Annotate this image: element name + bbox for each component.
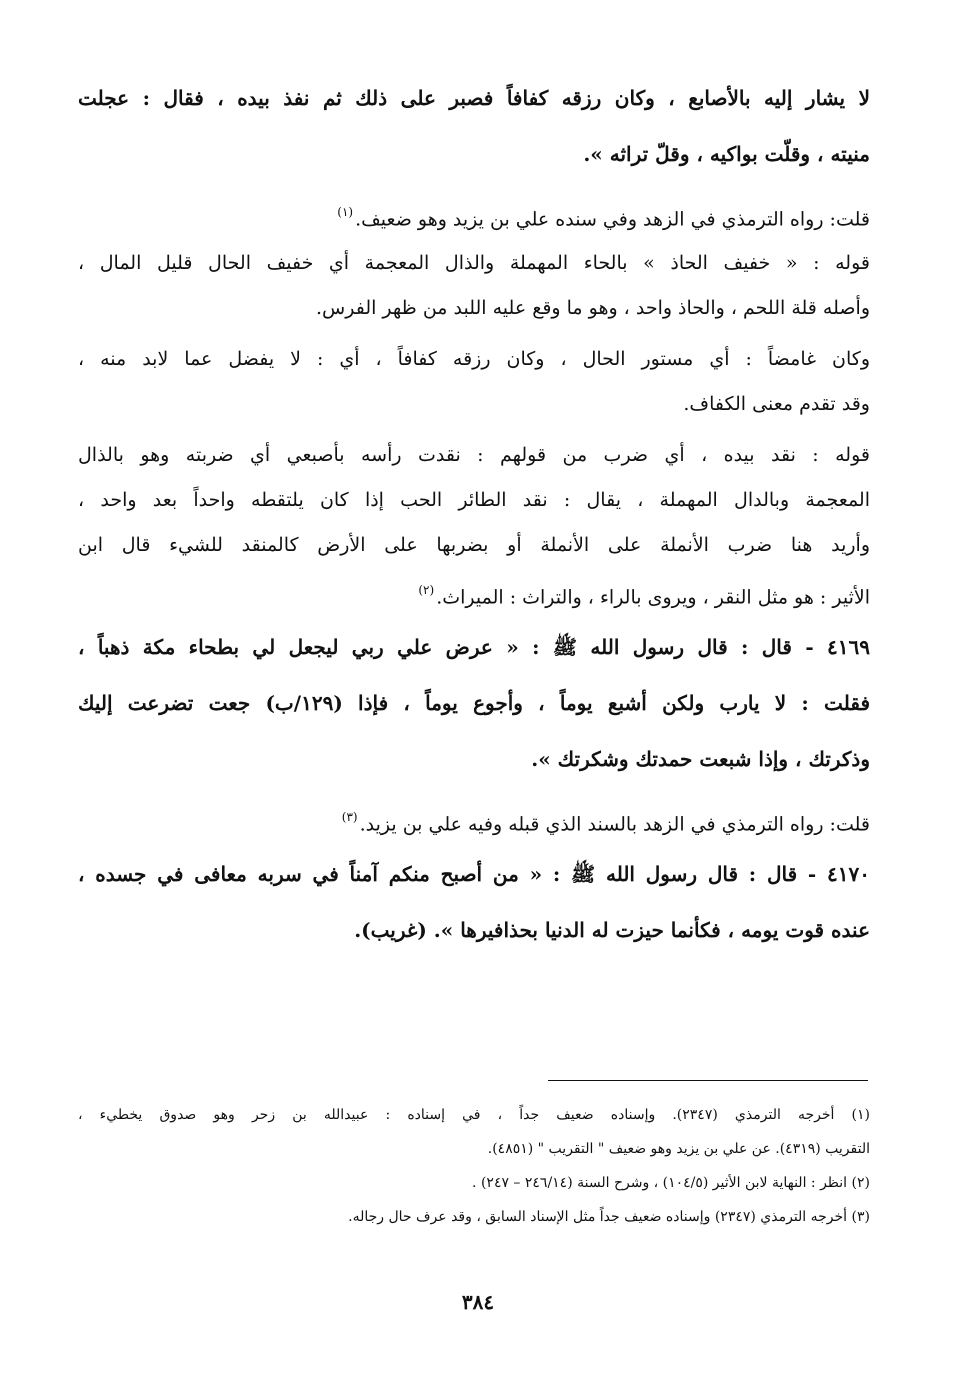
text-line: وذكرتك ، وإذا شبعت حمدتك وشكرتك ». xyxy=(531,747,870,771)
text-line: ٤١٦٩ - قال : قال رسول الله ﷺ : « عرض علي ربي ليجعل لي بطحاء مكة ذهباً ، xyxy=(78,635,870,659)
commentary-paragraph xyxy=(78,433,870,613)
text-line: المعجمة وبالدال المهملة ، يقال : نقد الطائر الحب إذا كان يلتقطه واحداً بعد واحد ، xyxy=(78,489,870,511)
text-line: قوله : « خفيف الحاذ » بالحاء المهملة والذال المعجمة أي خفيف الحال قليل المال ، xyxy=(78,252,870,274)
footnote-line: التقريب (٤٣١٩). عن علي بن يزيد وهو ضعيف " التقريب " (٤٨٥١). xyxy=(487,1141,870,1157)
text-line: قلت: رواه الترمذي في الزهد بالسند الذي قبله وفيه علي بن يزيد.$^{(٣)}$ xyxy=(341,810,870,836)
text-line: فقلت : لا يارب ولكن أشبع يوماً ، وأجوع يوماً ، فإذا (١٢٩/ب) جعت تضرعت إليك xyxy=(78,691,870,715)
main-text xyxy=(78,70,870,966)
hadith-4170 xyxy=(78,846,870,958)
text-line: وأريد هنا ضرب الأنملة على الأنملة أو بضربها على الأرض كالمنقد للشيء قال ابن xyxy=(78,534,870,556)
footnote-marker: (٣) xyxy=(341,810,358,824)
footnote-line: (١) أخرجه الترمذي (٢٣٤٧). وإسناده ضعيف جداً ، في إسناده : عبيدالله بن زحر وهو صدوق يخطيء ، xyxy=(78,1107,870,1123)
text-line: قوله : نقد بيده ، أي ضرب من قولهم : نقدت رأسه بأصبعي أي ضربته وهو بالذال xyxy=(78,444,870,466)
text-line: وكان غامضاً : أي مستور الحال ، وكان رزقه كفافاً ، أي : لا يفضل عما لابد منه ، xyxy=(78,348,870,370)
text-line: ٤١٧٠ - قال : قال رسول الله ﷺ : « من أصبح منكم آمناً في سربه معافى في جسده ، xyxy=(78,862,870,886)
page-number: ٣٨٤ xyxy=(461,1290,495,1314)
text-line: الأثير : هو مثل النقر ، ويروى بالراء ، والتراث : الميراث.$^{(٢)}$ xyxy=(418,583,870,609)
footnote-marker: (١) xyxy=(337,205,354,219)
footnotes xyxy=(78,1098,870,1234)
text-line: وأصله قلة اللحم ، والحاذ واحد ، وهو ما وقع عليه اللبد من ظهر الفرس. xyxy=(316,297,870,319)
text-line: منيته ، وقلّت بواكيه ، وقلّ تراثه ». xyxy=(583,142,870,166)
text-line: وقد تقدم معنى الكفاف. xyxy=(683,393,870,415)
text-line: عنده قوت يومه ، فكأنما حيزت له الدنيا بحذافيرها ». (غريب). xyxy=(354,918,870,942)
hadith-continuation xyxy=(78,70,870,182)
footnote-divider xyxy=(548,1080,868,1081)
footnote-line: (٣) أخرجه الترمذي (٢٣٤٧) وإسناده ضعيف جداً مثل الإسناد السابق ، وقد عرف حال رجاله. xyxy=(348,1209,870,1225)
commentary-paragraph xyxy=(78,190,870,235)
commentary-paragraph xyxy=(78,337,870,427)
text-line: قلت: رواه الترمذي في الزهد وفي سنده علي بن يزيد وهو ضعيف.$^{(١)}$ xyxy=(337,205,870,231)
text-line: لا يشار إليه بالأصابع ، وكان رزقه كفافاً فصبر على ذلك ثم نفذ بيده ، فقال : عجلت xyxy=(78,86,870,110)
commentary-paragraph xyxy=(78,241,870,331)
footnote-marker: (٢) xyxy=(418,583,435,597)
hadith-4169 xyxy=(78,619,870,787)
footnote-line: (٢) انظر : النهاية لابن الأثير (١٠٤/٥) ، وشرح السنة (٢٤٦/١٤ – ٢٤٧) . xyxy=(472,1175,870,1191)
commentary-paragraph xyxy=(78,795,870,840)
